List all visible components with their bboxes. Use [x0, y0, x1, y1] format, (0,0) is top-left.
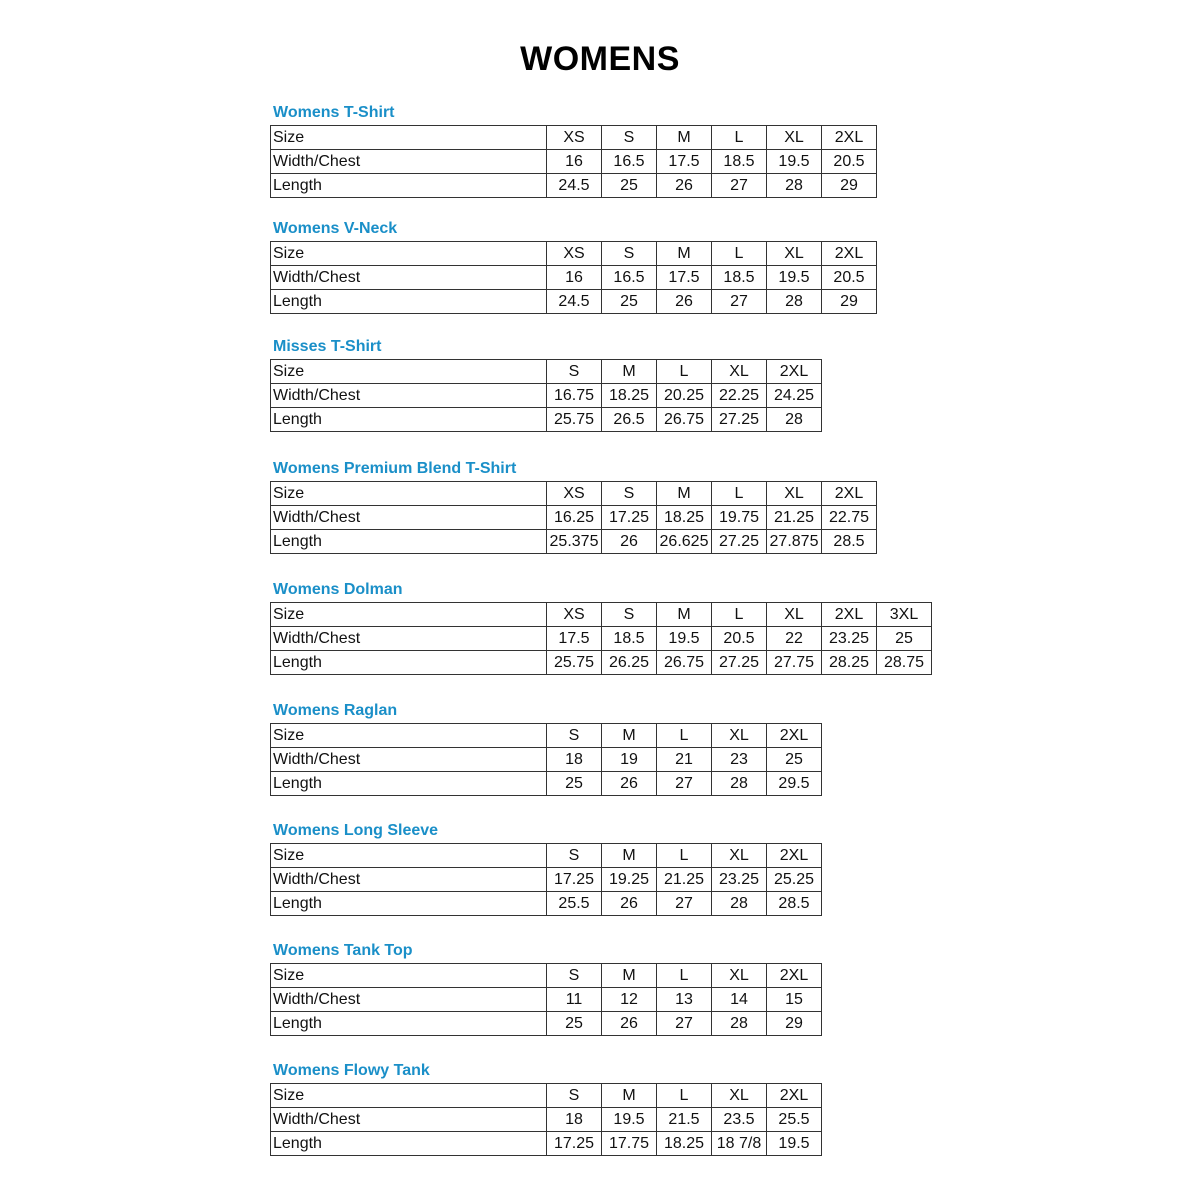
section-title: Womens Flowy Tank: [273, 1062, 430, 1079]
width-cell: 16: [547, 150, 602, 174]
length-cell: 29: [767, 1012, 822, 1036]
width-cell: 18.25: [657, 506, 712, 530]
size-cell: 2XL: [767, 964, 822, 988]
size-cell: L: [712, 482, 767, 506]
length-cell: 25.375: [547, 530, 602, 554]
length-cell: 28.75: [877, 651, 932, 675]
size-chart-section: [270, 337, 822, 432]
length-row-label: Length: [271, 892, 547, 916]
length-row: [271, 892, 822, 916]
size-chart-section: [270, 459, 877, 554]
length-cell: 26: [602, 772, 657, 796]
length-cell: 26: [602, 892, 657, 916]
length-row-label: Length: [271, 290, 547, 314]
width-chest-row: [271, 627, 932, 651]
width-chest-row: [271, 266, 877, 290]
size-table: [270, 1083, 822, 1156]
length-row: [271, 1012, 822, 1036]
section-title: Womens Dolman: [273, 581, 403, 598]
size-cell: 2XL: [822, 603, 877, 627]
size-cell: L: [657, 964, 712, 988]
width-cell: 22: [767, 627, 822, 651]
width-cell: 16.5: [602, 266, 657, 290]
size-cell: XL: [712, 964, 767, 988]
width-cell: 17.25: [547, 868, 602, 892]
size-cell: S: [547, 964, 602, 988]
length-cell: 26.25: [602, 651, 657, 675]
size-table: [270, 241, 877, 314]
width-cell: 16.5: [602, 150, 657, 174]
size-table: [270, 963, 822, 1036]
width-cell: 25: [877, 627, 932, 651]
width-chest-row-label: Width/Chest: [271, 266, 547, 290]
width-cell: 21.25: [657, 868, 712, 892]
length-cell: 26.75: [657, 408, 712, 432]
size-row-label: Size: [271, 1084, 547, 1108]
width-cell: 19: [602, 748, 657, 772]
size-row-label: Size: [271, 603, 547, 627]
size-cell: S: [602, 126, 657, 150]
length-row-label: Length: [271, 408, 547, 432]
size-cell: 2XL: [767, 724, 822, 748]
size-row-label: Size: [271, 360, 547, 384]
length-cell: 17.25: [547, 1132, 602, 1156]
size-cell: 3XL: [877, 603, 932, 627]
length-row-label: Length: [271, 1012, 547, 1036]
width-cell: 23.25: [822, 627, 877, 651]
length-cell: 26: [657, 174, 712, 198]
width-cell: 21.25: [767, 506, 822, 530]
width-cell: 13: [657, 988, 712, 1012]
size-row: [271, 724, 822, 748]
size-cell: XL: [767, 126, 822, 150]
width-chest-row-label: Width/Chest: [271, 150, 547, 174]
length-cell: 26.75: [657, 651, 712, 675]
width-cell: 18.5: [602, 627, 657, 651]
length-cell: 18 7/8: [712, 1132, 767, 1156]
length-cell: 25: [547, 1012, 602, 1036]
size-row-label: Size: [271, 844, 547, 868]
size-cell: XL: [712, 1084, 767, 1108]
width-cell: 21.5: [657, 1108, 712, 1132]
width-cell: 20.25: [657, 384, 712, 408]
length-cell: 27: [657, 892, 712, 916]
length-row: [271, 772, 822, 796]
size-cell: XL: [712, 360, 767, 384]
width-cell: 17.5: [657, 150, 712, 174]
size-cell: XL: [767, 242, 822, 266]
width-chest-row-label: Width/Chest: [271, 988, 547, 1012]
size-chart-section: [270, 701, 822, 796]
section-title: Womens Premium Blend T-Shirt: [273, 460, 517, 477]
size-cell: XS: [547, 126, 602, 150]
length-cell: 18.25: [657, 1132, 712, 1156]
size-cell: S: [547, 1084, 602, 1108]
size-cell: L: [657, 844, 712, 868]
length-cell: 24.5: [547, 174, 602, 198]
width-cell: 17.5: [547, 627, 602, 651]
width-cell: 25.5: [767, 1108, 822, 1132]
width-cell: 16.25: [547, 506, 602, 530]
width-cell: 20.5: [712, 627, 767, 651]
size-row-label: Size: [271, 482, 547, 506]
width-cell: 25.25: [767, 868, 822, 892]
width-cell: 24.25: [767, 384, 822, 408]
length-cell: 26: [602, 1012, 657, 1036]
size-row: [271, 482, 877, 506]
width-cell: 20.5: [822, 150, 877, 174]
size-cell: L: [657, 1084, 712, 1108]
width-cell: 21: [657, 748, 712, 772]
width-cell: 19.25: [602, 868, 657, 892]
size-row: [271, 964, 822, 988]
length-row-label: Length: [271, 174, 547, 198]
width-cell: 18.25: [602, 384, 657, 408]
width-chest-row-label: Width/Chest: [271, 1108, 547, 1132]
section-title: Womens V-Neck: [273, 220, 398, 237]
length-cell: 27: [712, 174, 767, 198]
length-cell: 25: [547, 772, 602, 796]
size-row-label: Size: [271, 964, 547, 988]
size-cell: 2XL: [822, 482, 877, 506]
length-row: [271, 290, 877, 314]
length-cell: 27: [657, 1012, 712, 1036]
size-row-label: Size: [271, 126, 547, 150]
size-cell: M: [602, 964, 657, 988]
length-cell: 24.5: [547, 290, 602, 314]
length-cell: 25.75: [547, 408, 602, 432]
length-row: [271, 174, 877, 198]
size-table: [270, 723, 822, 796]
size-chart-section: [270, 941, 822, 1036]
size-cell: L: [712, 126, 767, 150]
size-table: [270, 602, 932, 675]
size-table: [270, 481, 877, 554]
length-row: [271, 1132, 822, 1156]
width-cell: 19.5: [767, 150, 822, 174]
size-row: [271, 242, 877, 266]
size-cell: XS: [547, 603, 602, 627]
length-cell: 28: [712, 892, 767, 916]
size-cell: 2XL: [822, 126, 877, 150]
length-row: [271, 408, 822, 432]
width-cell: 18: [547, 1108, 602, 1132]
size-row: [271, 126, 877, 150]
size-cell: L: [657, 724, 712, 748]
size-chart-section: [270, 1061, 822, 1156]
size-cell: M: [602, 360, 657, 384]
size-cell: S: [602, 482, 657, 506]
length-cell: 27: [657, 772, 712, 796]
size-cell: L: [657, 360, 712, 384]
width-cell: 19.5: [767, 266, 822, 290]
width-chest-row: [271, 988, 822, 1012]
size-cell: 2XL: [767, 844, 822, 868]
width-cell: 23: [712, 748, 767, 772]
size-cell: M: [657, 242, 712, 266]
length-cell: 25.75: [547, 651, 602, 675]
width-cell: 22.75: [822, 506, 877, 530]
length-row-label: Length: [271, 772, 547, 796]
size-cell: L: [712, 603, 767, 627]
length-cell: 25: [602, 290, 657, 314]
size-cell: M: [657, 603, 712, 627]
size-cell: M: [657, 126, 712, 150]
size-cell: S: [547, 724, 602, 748]
size-row: [271, 603, 932, 627]
width-cell: 11: [547, 988, 602, 1012]
size-row: [271, 1084, 822, 1108]
size-chart-section: [270, 219, 877, 314]
length-row: [271, 530, 877, 554]
width-cell: 19.75: [712, 506, 767, 530]
width-chest-row: [271, 748, 822, 772]
length-cell: 29: [822, 290, 877, 314]
width-cell: 12: [602, 988, 657, 1012]
width-cell: 14: [712, 988, 767, 1012]
width-chest-row-label: Width/Chest: [271, 384, 547, 408]
width-cell: 16.75: [547, 384, 602, 408]
size-cell: XS: [547, 482, 602, 506]
size-table: [270, 359, 822, 432]
length-cell: 28.25: [822, 651, 877, 675]
length-cell: 29.5: [767, 772, 822, 796]
length-row-label: Length: [271, 530, 547, 554]
width-cell: 16: [547, 266, 602, 290]
length-cell: 27.875: [767, 530, 822, 554]
size-cell: M: [602, 1084, 657, 1108]
size-cell: XS: [547, 242, 602, 266]
width-cell: 18.5: [712, 266, 767, 290]
size-cell: L: [712, 242, 767, 266]
length-cell: 27.25: [712, 651, 767, 675]
size-cell: M: [657, 482, 712, 506]
size-table: [270, 843, 822, 916]
size-chart-section: [270, 103, 877, 198]
width-chest-row-label: Width/Chest: [271, 506, 547, 530]
length-cell: 27.75: [767, 651, 822, 675]
length-cell: 26.5: [602, 408, 657, 432]
section-title: Misses T-Shirt: [273, 338, 382, 355]
length-cell: 26: [602, 530, 657, 554]
size-cell: S: [547, 844, 602, 868]
size-row: [271, 360, 822, 384]
width-cell: 20.5: [822, 266, 877, 290]
width-cell: 19.5: [602, 1108, 657, 1132]
size-cell: M: [602, 844, 657, 868]
size-row-label: Size: [271, 242, 547, 266]
size-cell: S: [602, 242, 657, 266]
length-cell: 26.625: [657, 530, 712, 554]
width-chest-row: [271, 506, 877, 530]
width-cell: 22.25: [712, 384, 767, 408]
length-cell: 28: [767, 408, 822, 432]
width-cell: 23.25: [712, 868, 767, 892]
width-cell: 15: [767, 988, 822, 1012]
size-cell: S: [602, 603, 657, 627]
section-title: Womens Tank Top: [273, 942, 413, 959]
size-cell: XL: [712, 724, 767, 748]
width-chest-row: [271, 1108, 822, 1132]
length-cell: 17.75: [602, 1132, 657, 1156]
length-cell: 27: [712, 290, 767, 314]
width-chest-row-label: Width/Chest: [271, 627, 547, 651]
width-chest-row: [271, 868, 822, 892]
width-chest-row-label: Width/Chest: [271, 868, 547, 892]
length-row-label: Length: [271, 651, 547, 675]
width-chest-row: [271, 384, 822, 408]
width-cell: 19.5: [657, 627, 712, 651]
length-row: [271, 651, 932, 675]
size-chart-section: [270, 821, 822, 916]
length-cell: 27.25: [712, 530, 767, 554]
length-cell: 28: [712, 772, 767, 796]
size-cell: XL: [712, 844, 767, 868]
section-title: Womens Long Sleeve: [273, 822, 439, 839]
length-cell: 26: [657, 290, 712, 314]
size-cell: M: [602, 724, 657, 748]
length-cell: 28.5: [767, 892, 822, 916]
width-chest-row-label: Width/Chest: [271, 748, 547, 772]
size-cell: 2XL: [822, 242, 877, 266]
section-title: Womens T-Shirt: [273, 104, 395, 121]
size-chart-section: [270, 580, 932, 675]
length-cell: 29: [822, 174, 877, 198]
size-cell: 2XL: [767, 360, 822, 384]
width-cell: 25: [767, 748, 822, 772]
length-cell: 25: [602, 174, 657, 198]
length-cell: 28: [767, 290, 822, 314]
size-cell: 2XL: [767, 1084, 822, 1108]
width-cell: 17.25: [602, 506, 657, 530]
width-cell: 18: [547, 748, 602, 772]
length-cell: 27.25: [712, 408, 767, 432]
length-row-label: Length: [271, 1132, 547, 1156]
length-cell: 28: [712, 1012, 767, 1036]
length-cell: 28: [767, 174, 822, 198]
width-cell: 23.5: [712, 1108, 767, 1132]
size-table: [270, 125, 877, 198]
length-cell: 19.5: [767, 1132, 822, 1156]
section-title: Womens Raglan: [273, 702, 398, 719]
size-cell: XL: [767, 482, 822, 506]
length-cell: 25.5: [547, 892, 602, 916]
page-title: WOMENS: [520, 40, 680, 78]
width-cell: 17.5: [657, 266, 712, 290]
width-chest-row: [271, 150, 877, 174]
size-row: [271, 844, 822, 868]
size-cell: S: [547, 360, 602, 384]
width-cell: 18.5: [712, 150, 767, 174]
size-row-label: Size: [271, 724, 547, 748]
length-cell: 28.5: [822, 530, 877, 554]
size-cell: XL: [767, 603, 822, 627]
